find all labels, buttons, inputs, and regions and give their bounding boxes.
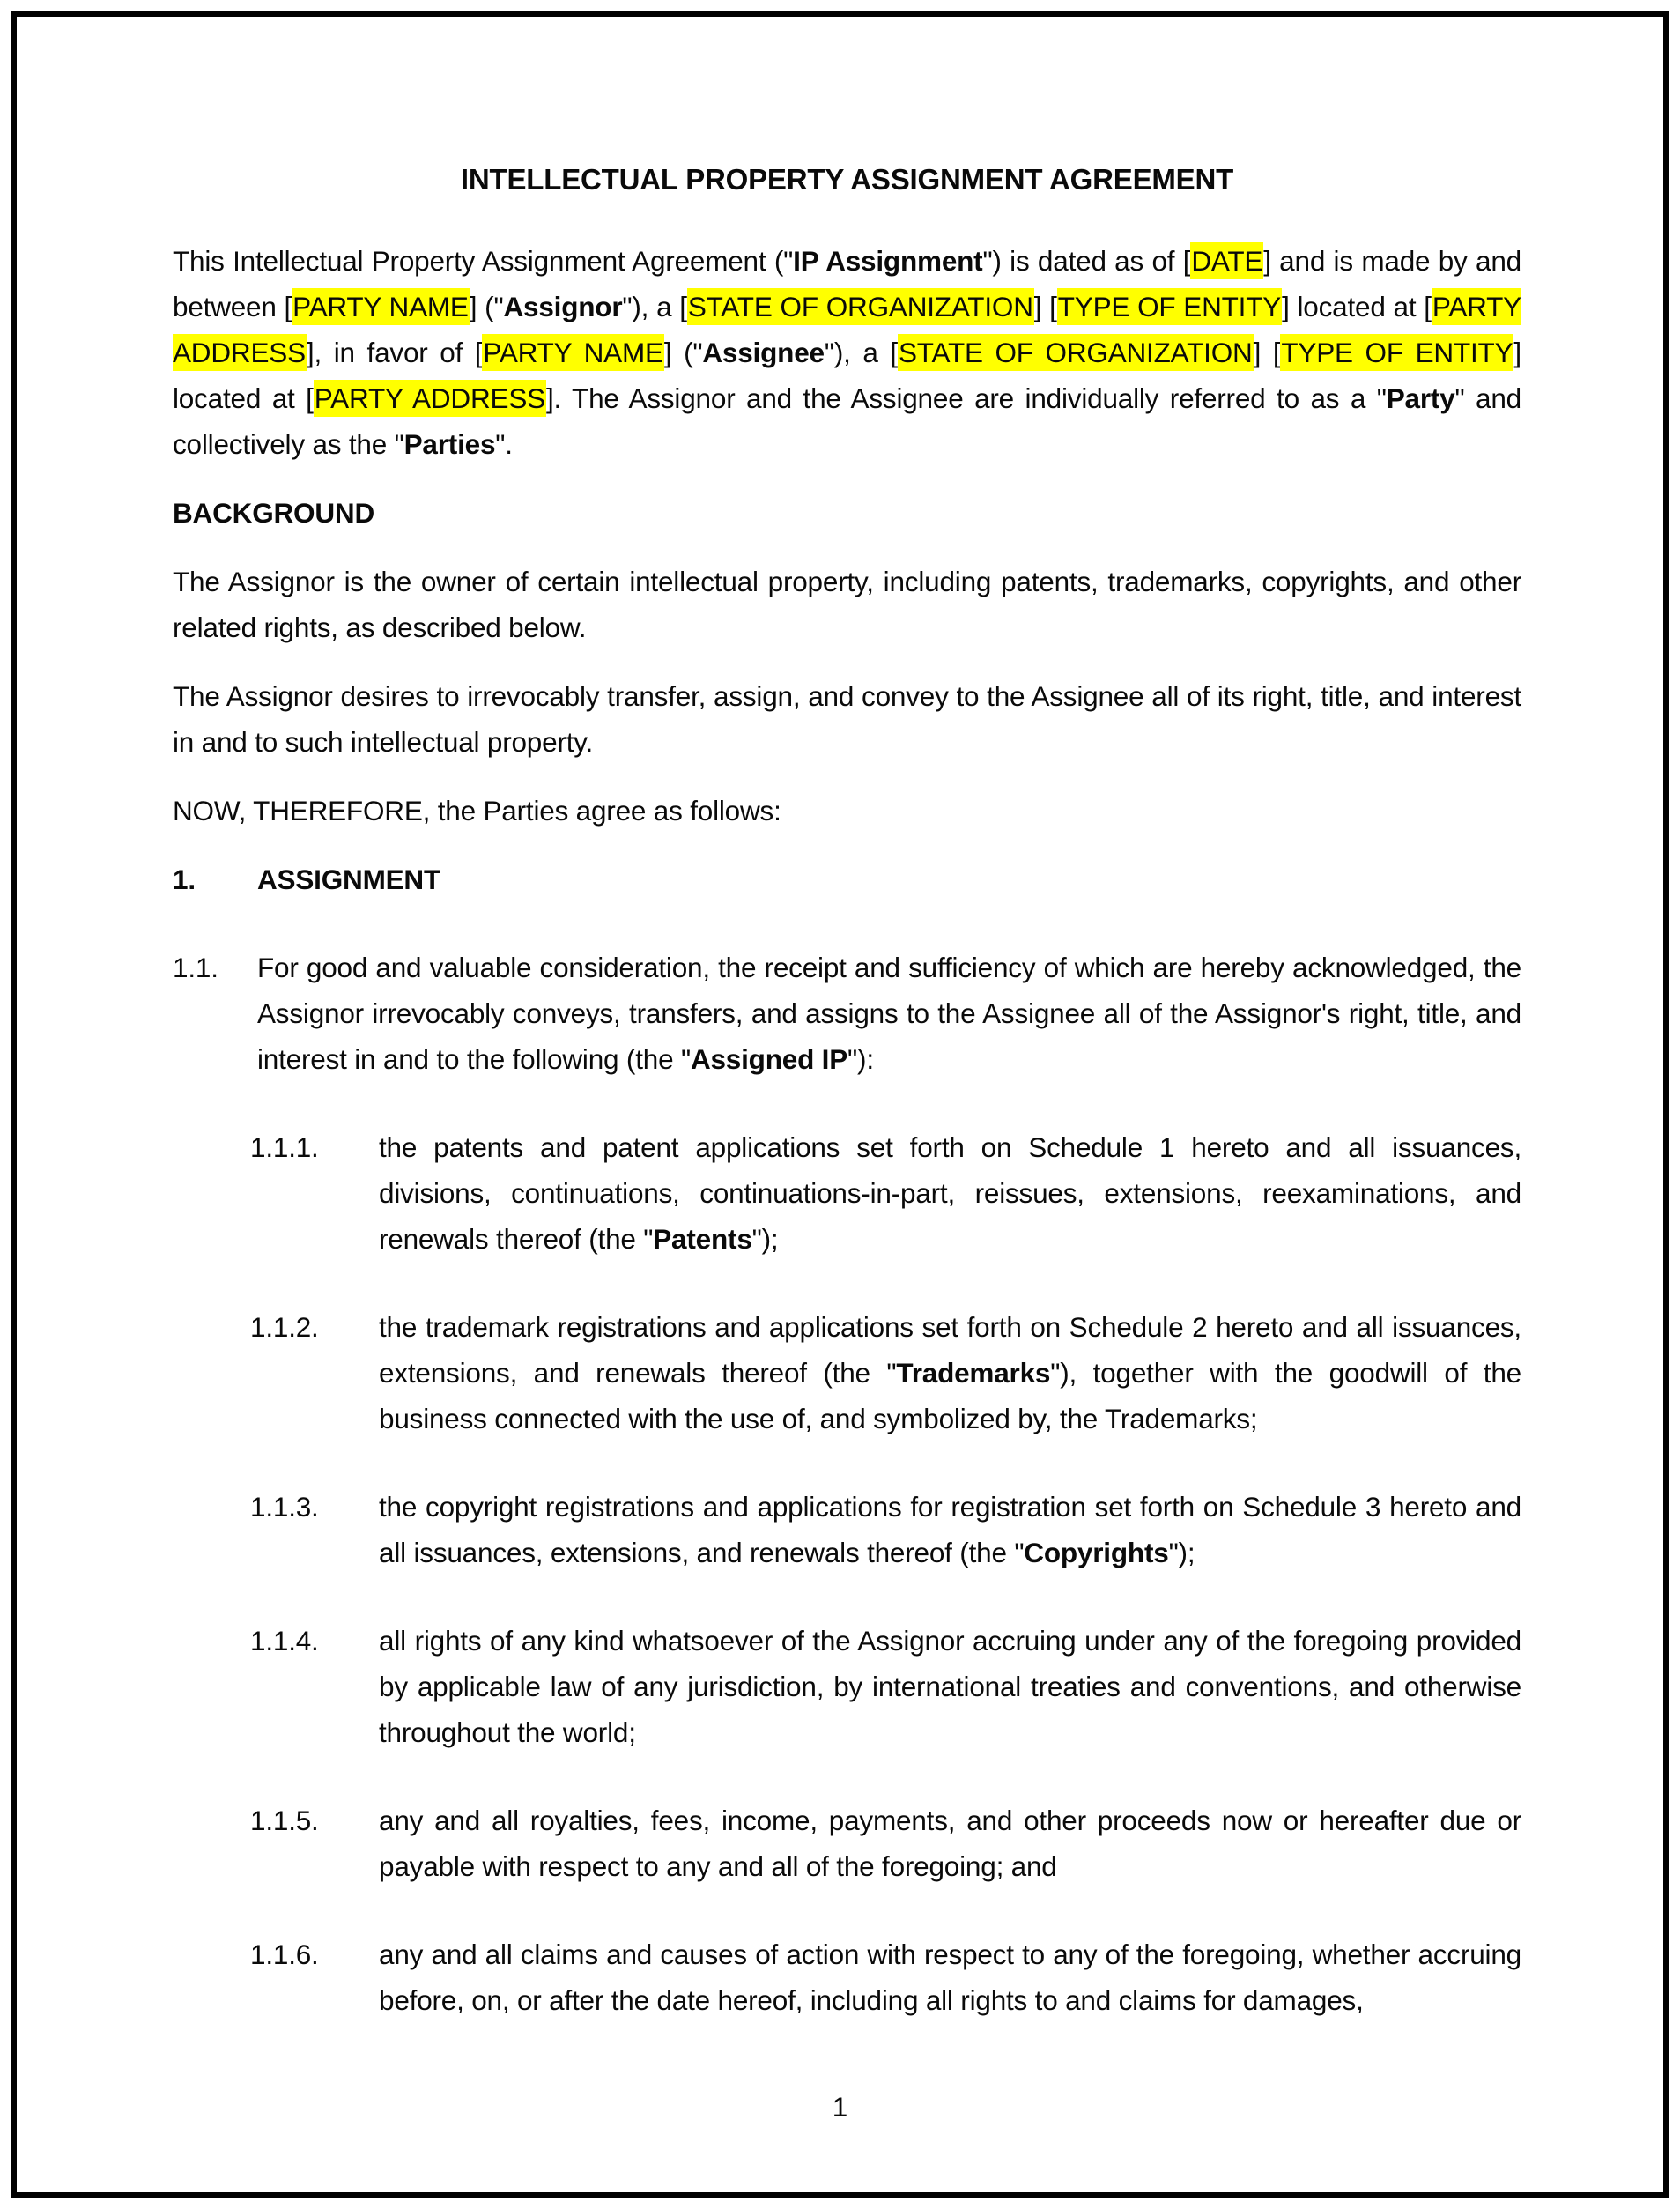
placeholder-highlight: TYPE OF ENTITY	[1280, 334, 1513, 371]
defined-term: IP Assignment	[793, 245, 983, 277]
section-1-number: 1.	[173, 864, 196, 895]
subclause-1-1-6-number: 1.1.6.	[250, 1938, 319, 1970]
background-paragraph-1: The Assignor is the owner of certain intellectual property, including patents, trademarks, copyrights, and other related rights, as described below.	[173, 566, 1521, 643]
section-1-title: ASSIGNMENT	[257, 864, 441, 895]
placeholder-highlight: PARTY NAME	[292, 288, 470, 325]
document-title: INTELLECTUAL PROPERTY ASSIGNMENT AGREEMENT	[460, 163, 1234, 196]
placeholder-highlight: PARTY ADDRESS	[314, 380, 546, 417]
subclause-1-1-3	[250, 1484, 1521, 1575]
defined-term: Copyrights	[1024, 1537, 1169, 1568]
placeholder-highlight: PARTY ADDRESS	[173, 288, 1521, 371]
defined-term: Assignee	[702, 337, 825, 368]
subclause-1-1-5-text: any and all royalties, fees, income, payments, and other proceeds now or hereafter due or payable with respect to any and all of the foregoing; and	[379, 1805, 1521, 1882]
recitals-lead-in: NOW, THEREFORE, the Parties agree as follows:	[173, 795, 781, 827]
section-1-heading	[173, 856, 1521, 902]
background-paragraph-2: The Assignor desires to irrevocably transfer, assign, and convey to the Assignee all of its right, title, and interest in and to such intellectual property.	[173, 680, 1521, 758]
subclause-1-1-2-text: the trademark registrations and applications set forth on Schedule 2 hereto and all issuances, extensions, and renewals thereof (the "Trademarks"), together with the goodwill of the business connected with the use of, and symbolized by, the Trademarks;	[379, 1311, 1521, 1434]
subclause-1-1-1-text: the patents and patent applications set forth on Schedule 1 hereto and all issuances, divisions, continuations, continuations-in-part, reissues, extensions, reexaminations, and renewals thereof (the "Patents");	[379, 1131, 1521, 1255]
placeholder-highlight: PARTY NAME	[482, 334, 663, 371]
subclause-1-1-4	[250, 1618, 1521, 1755]
subclause-1-1-3-number: 1.1.3.	[250, 1491, 319, 1523]
subclause-1-1-5	[250, 1798, 1521, 1889]
placeholder-highlight: DATE	[1190, 242, 1263, 279]
intro-paragraph: This Intellectual Property Assignment Agreement ("IP Assignment") is dated as of [DATE] and is made by and between [PARTY NAME] ("Assignor"), a [STATE OF ORGANIZATION] [TYPE OF ENTITY] located at [PARTY ADDRESS], in favor of [PARTY NAME] ("Assignee"), a [STATE OF ORGANIZATION] [TYPE OF ENTITY] located at [PARTY ADDRESS]. The Assignor and the Assignee are individually referred to as a "Party" and collectively as the "Parties".	[173, 238, 1521, 467]
subclause-1-1-3-text: the copyright registrations and applications for registration set forth on Schedule 3 hereto and all issuances, extensions, and renewals thereof (the "Copyrights");	[379, 1491, 1521, 1568]
subclause-1-1-5-number: 1.1.5.	[250, 1805, 319, 1836]
placeholder-highlight: STATE OF ORGANIZATION	[898, 334, 1254, 371]
placeholder-highlight: STATE OF ORGANIZATION	[687, 288, 1034, 325]
subclause-1-1-4-text: all rights of any kind whatsoever of the Assignor accruing under any of the foregoing provided by applicable law of any jurisdiction, by international treaties and conventions, and otherwise throughout the world;	[379, 1625, 1521, 1748]
background-heading: BACKGROUND	[173, 497, 374, 529]
defined-term: Patents	[653, 1223, 752, 1255]
defined-term: Assigned IP	[690, 1043, 848, 1075]
subclause-1-1-1	[250, 1124, 1521, 1262]
clause-1-1-number: 1.1.	[173, 952, 218, 983]
clause-1-1-text: For good and valuable consideration, the receipt and sufficiency of which are hereby acknowledged, the Assignor irrevocably conveys, transfers, and assigns to the Assignee all of the Assignor's right, title, and interest in and to the following (the "Assigned IP"):	[257, 952, 1521, 1075]
page-number: 1	[832, 2091, 848, 2123]
subclause-1-1-6-text: any and all claims and causes of action with respect to any of the foregoing, whether accruing before, on, or after the date hereof, including all rights to and claims for damages,	[379, 1938, 1521, 2016]
clause-1-1	[173, 945, 1521, 1082]
placeholder-highlight: TYPE OF ENTITY	[1057, 288, 1282, 325]
subclause-1-1-1-number: 1.1.1.	[250, 1131, 319, 1163]
defined-term: Assignor	[503, 291, 623, 322]
subclause-1-1-2-number: 1.1.2.	[250, 1311, 319, 1343]
defined-term: Parties	[403, 428, 496, 460]
document-body	[173, 157, 1521, 2023]
defined-term: Party	[1386, 382, 1455, 414]
defined-term: Trademarks	[896, 1357, 1051, 1389]
subclause-1-1-4-number: 1.1.4.	[250, 1625, 319, 1657]
subclause-1-1-6	[250, 1931, 1521, 2023]
subclause-1-1-2	[250, 1304, 1521, 1442]
